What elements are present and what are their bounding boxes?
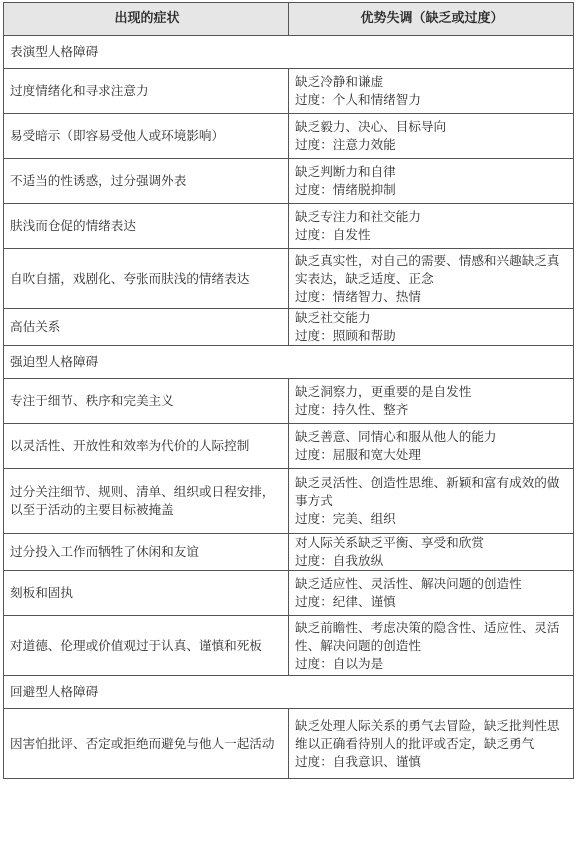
table-row <box>4 249 574 309</box>
symptom-cell: 易受暗示（即容易受他人或环境影响） <box>4 114 289 159</box>
imbalance-excess: 过度：完美、组织 <box>295 511 396 526</box>
table-row <box>4 616 574 676</box>
symptom-cell: 高估关系 <box>4 309 289 346</box>
imbalance-cell <box>289 469 574 534</box>
table-row <box>4 69 574 114</box>
header-imbalance: 优势失调（缺乏或过度） <box>289 3 574 36</box>
table-row <box>4 709 574 779</box>
imbalance-cell <box>289 379 574 424</box>
imbalance-excess: 过度：自以为是 <box>295 655 384 671</box>
table-row <box>4 309 574 346</box>
table-row <box>4 159 574 204</box>
imbalance-cell <box>289 69 574 114</box>
imbalance-lack: 缺乏洞察力，更重要的是自发性 <box>295 384 472 399</box>
imbalance-cell <box>289 571 574 616</box>
table-row <box>4 534 574 571</box>
section-title: 强迫型人格障碍 <box>4 346 574 379</box>
section-title: 回避型人格障碍 <box>4 676 574 709</box>
symptom-cell: 对道德、伦理或价值观过于认真、谨慎和死板 <box>4 616 289 676</box>
imbalance-excess: 过度：自发性 <box>295 227 371 242</box>
header-row <box>4 3 574 36</box>
imbalance-lack: 缺乏前瞻性、考虑决策的隐含性、适应性、灵活性、解决问题的创造性 <box>295 619 560 653</box>
symptom-cell: 过分投入工作而牺牲了休闲和友谊 <box>4 534 289 571</box>
table-row <box>4 114 574 159</box>
header-symptom: 出现的症状 <box>4 3 289 36</box>
symptom-cell: 过度情绪化和寻求注意力 <box>4 69 289 114</box>
imbalance-lack: 对人际关系缺乏平衡、享受和欣赏 <box>295 535 484 550</box>
symptom-cell: 刻板和固执 <box>4 571 289 616</box>
imbalance-excess: 过度：纪律、谨慎 <box>295 594 396 609</box>
imbalance-cell <box>289 424 574 469</box>
section-row <box>4 346 574 379</box>
imbalance-lack: 缺乏冷静和谦虚 <box>295 74 384 89</box>
imbalance-excess: 过度：注意力效能 <box>295 137 396 152</box>
imbalance-cell <box>289 309 574 346</box>
imbalance-lack: 缺乏判断力和自律 <box>295 164 396 179</box>
imbalance-cell <box>289 249 574 309</box>
table-row <box>4 469 574 534</box>
table-row <box>4 424 574 469</box>
table-row <box>4 204 574 249</box>
imbalance-cell <box>289 159 574 204</box>
imbalance-excess: 过度：情绪智力、热情 <box>295 288 421 304</box>
imbalance-cell <box>289 204 574 249</box>
imbalance-lack: 缺乏毅力、决心、目标导向 <box>295 119 447 134</box>
imbalance-cell <box>289 709 574 779</box>
table-row <box>4 379 574 424</box>
section-row <box>4 676 574 709</box>
imbalance-excess: 过度：情绪脱抑制 <box>295 182 396 197</box>
symptom-cell: 不适当的性诱惑，过分强调外表 <box>4 159 289 204</box>
imbalance-lack: 缺乏善意、同情心和服从他人的能力 <box>295 429 497 444</box>
imbalance-excess: 过度：自我放纵 <box>295 553 384 568</box>
imbalance-excess: 过度：自我意识、谨慎 <box>295 753 421 769</box>
imbalance-excess: 过度：持久性、整齐 <box>295 402 409 417</box>
section-row <box>4 36 574 69</box>
imbalance-lack: 缺乏专注力和社交能力 <box>295 209 421 224</box>
imbalance-cell <box>289 114 574 159</box>
imbalance-excess: 过度：屈服和宽大处理 <box>295 447 421 462</box>
imbalance-cell <box>289 534 574 571</box>
symptom-cell: 自吹自擂，戏剧化、夸张而肤浅的情绪表达 <box>4 249 289 309</box>
table-row <box>4 571 574 616</box>
section-title: 表演型人格障碍 <box>4 36 574 69</box>
imbalance-lack: 缺乏适应性、灵活性、解决问题的创造性 <box>295 576 522 591</box>
imbalance-lack: 缺乏社交能力 <box>295 310 371 325</box>
symptom-cell: 专注于细节、秩序和完美主义 <box>4 379 289 424</box>
imbalance-lack: 缺乏灵活性、创造性思维、新颖和富有成效的做事方式 <box>295 475 560 508</box>
imbalance-lack: 缺乏处理人际关系的勇气去冒险，缺乏批判性思维以正确看待别人的批评或否定，缺乏勇气 <box>295 717 560 751</box>
symptom-cell: 肤浅而仓促的情绪表达 <box>4 204 289 249</box>
symptom-cell: 以灵活性、开放性和效率为代价的人际控制 <box>4 424 289 469</box>
imbalance-excess: 过度：个人和情绪智力 <box>295 92 421 107</box>
imbalance-lack: 缺乏真实性，对自己的需要、情感和兴趣缺乏真实表达，缺乏适度、正念 <box>295 252 560 286</box>
table-body <box>4 36 574 779</box>
symptom-cell: 过分关注细节、规则、清单、组织或日程安排，以至于活动的主要目标被掩盖 <box>4 469 289 534</box>
imbalance-cell <box>289 616 574 676</box>
symptom-table <box>3 2 574 779</box>
imbalance-excess: 过度：照顾和帮助 <box>295 328 396 343</box>
symptom-cell: 因害怕批评、否定或拒绝而避免与他人一起活动 <box>4 709 289 779</box>
